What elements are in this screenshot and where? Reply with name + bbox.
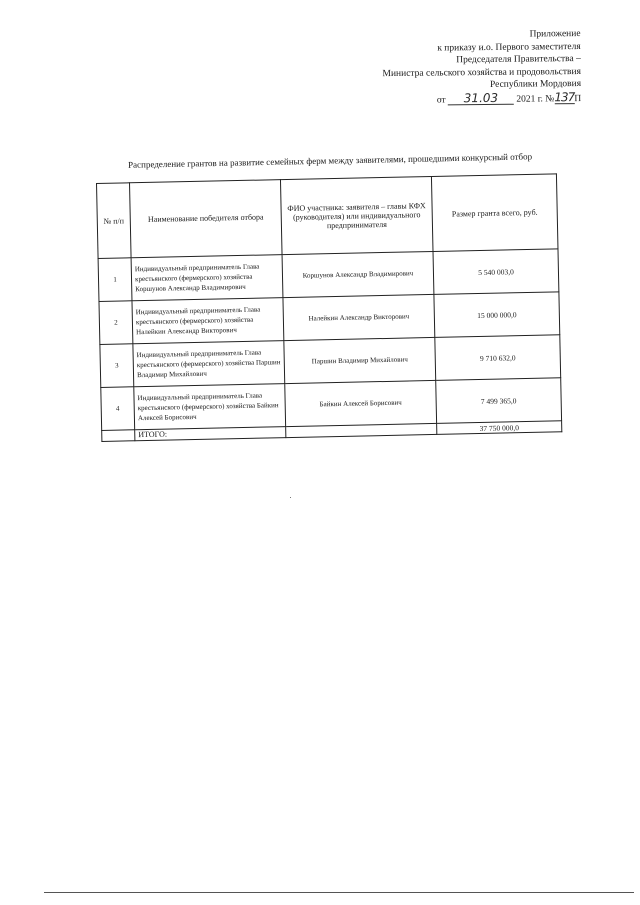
header-line: Республики Мордовия bbox=[489, 78, 581, 90]
row-participant-fio: Налейкин Александр Викторович bbox=[283, 294, 435, 340]
total-empty-cell bbox=[286, 423, 437, 437]
row-number: 4 bbox=[101, 387, 135, 431]
row-participant-fio: Паршин Владимир Михайлович bbox=[284, 337, 436, 383]
header-winner-name: Наименование победителя отбора bbox=[130, 180, 283, 258]
row-winner-name: Индивидуальный предприниматель Глава крестьянского (фермерского) хозяйства Паршин Владимир Михайлович bbox=[133, 341, 285, 387]
table-header-row bbox=[97, 174, 558, 259]
appendix-title: Приложение bbox=[529, 28, 581, 40]
row-number: 3 bbox=[100, 344, 134, 388]
header-line: к приказу и.о. Первого заместителя bbox=[436, 41, 581, 54]
row-grant-amount: 5 540 003,0 bbox=[433, 249, 559, 295]
page-bottom-edge-line bbox=[44, 892, 634, 893]
row-grant-amount: 15 000 000,0 bbox=[434, 292, 560, 338]
header-participant-fio: ФИО участника: заявителя – главы КФХ (руководителя) или индивидуального предпринимателя bbox=[280, 176, 433, 254]
row-participant-fio: Байкин Алексей Борисович bbox=[285, 380, 437, 426]
order-date-line bbox=[382, 90, 581, 107]
order-date-handwritten: 31.03 bbox=[447, 91, 513, 105]
row-grant-amount: 9 710 632,0 bbox=[435, 335, 561, 381]
scan-speck bbox=[290, 497, 291, 498]
total-amount: 37 750 000,0 bbox=[437, 421, 562, 435]
appendix-header bbox=[382, 28, 581, 107]
date-suffix: 2021 г. № bbox=[515, 93, 554, 105]
order-number-handwritten: 137 bbox=[553, 89, 574, 104]
number-suffix: П bbox=[573, 93, 581, 104]
row-winner-name: Индивидуальный предприниматель Глава крестьянского (фермерского) хозяйства Байкин Алексей Борисович bbox=[134, 384, 286, 430]
grant-distribution-table bbox=[96, 173, 562, 442]
header-line: Министра сельского хозяйства и продовольствия bbox=[381, 66, 581, 79]
date-prefix: от bbox=[436, 94, 446, 106]
row-number: 2 bbox=[99, 301, 133, 345]
row-winner-name: Индивидуальный предприниматель Глава крестьянского (фермерского) хозяйства Налейкин Александр Викторович bbox=[132, 298, 284, 344]
row-winner-name: Индивидуальный предприниматель Глава крестьянского (фермерского) хозяйства Коршунов Александр Владимирович bbox=[131, 255, 283, 301]
row-number: 1 bbox=[98, 258, 132, 302]
header-line: Председателя Правительства – bbox=[455, 53, 581, 66]
row-participant-fio: Коршунов Александр Владимирович bbox=[282, 251, 434, 297]
row-grant-amount: 7 499 365,0 bbox=[436, 378, 562, 424]
header-number: № п/п bbox=[97, 183, 132, 259]
document-title: Распределение грантов на развитие семейных ферм между заявителями, прошедшими конкурсный отбор bbox=[127, 151, 533, 170]
total-empty-cell bbox=[102, 430, 135, 442]
total-label: ИТОГО: bbox=[135, 427, 286, 441]
header-grant-amount: Размер гранта всего, руб. bbox=[431, 174, 558, 252]
